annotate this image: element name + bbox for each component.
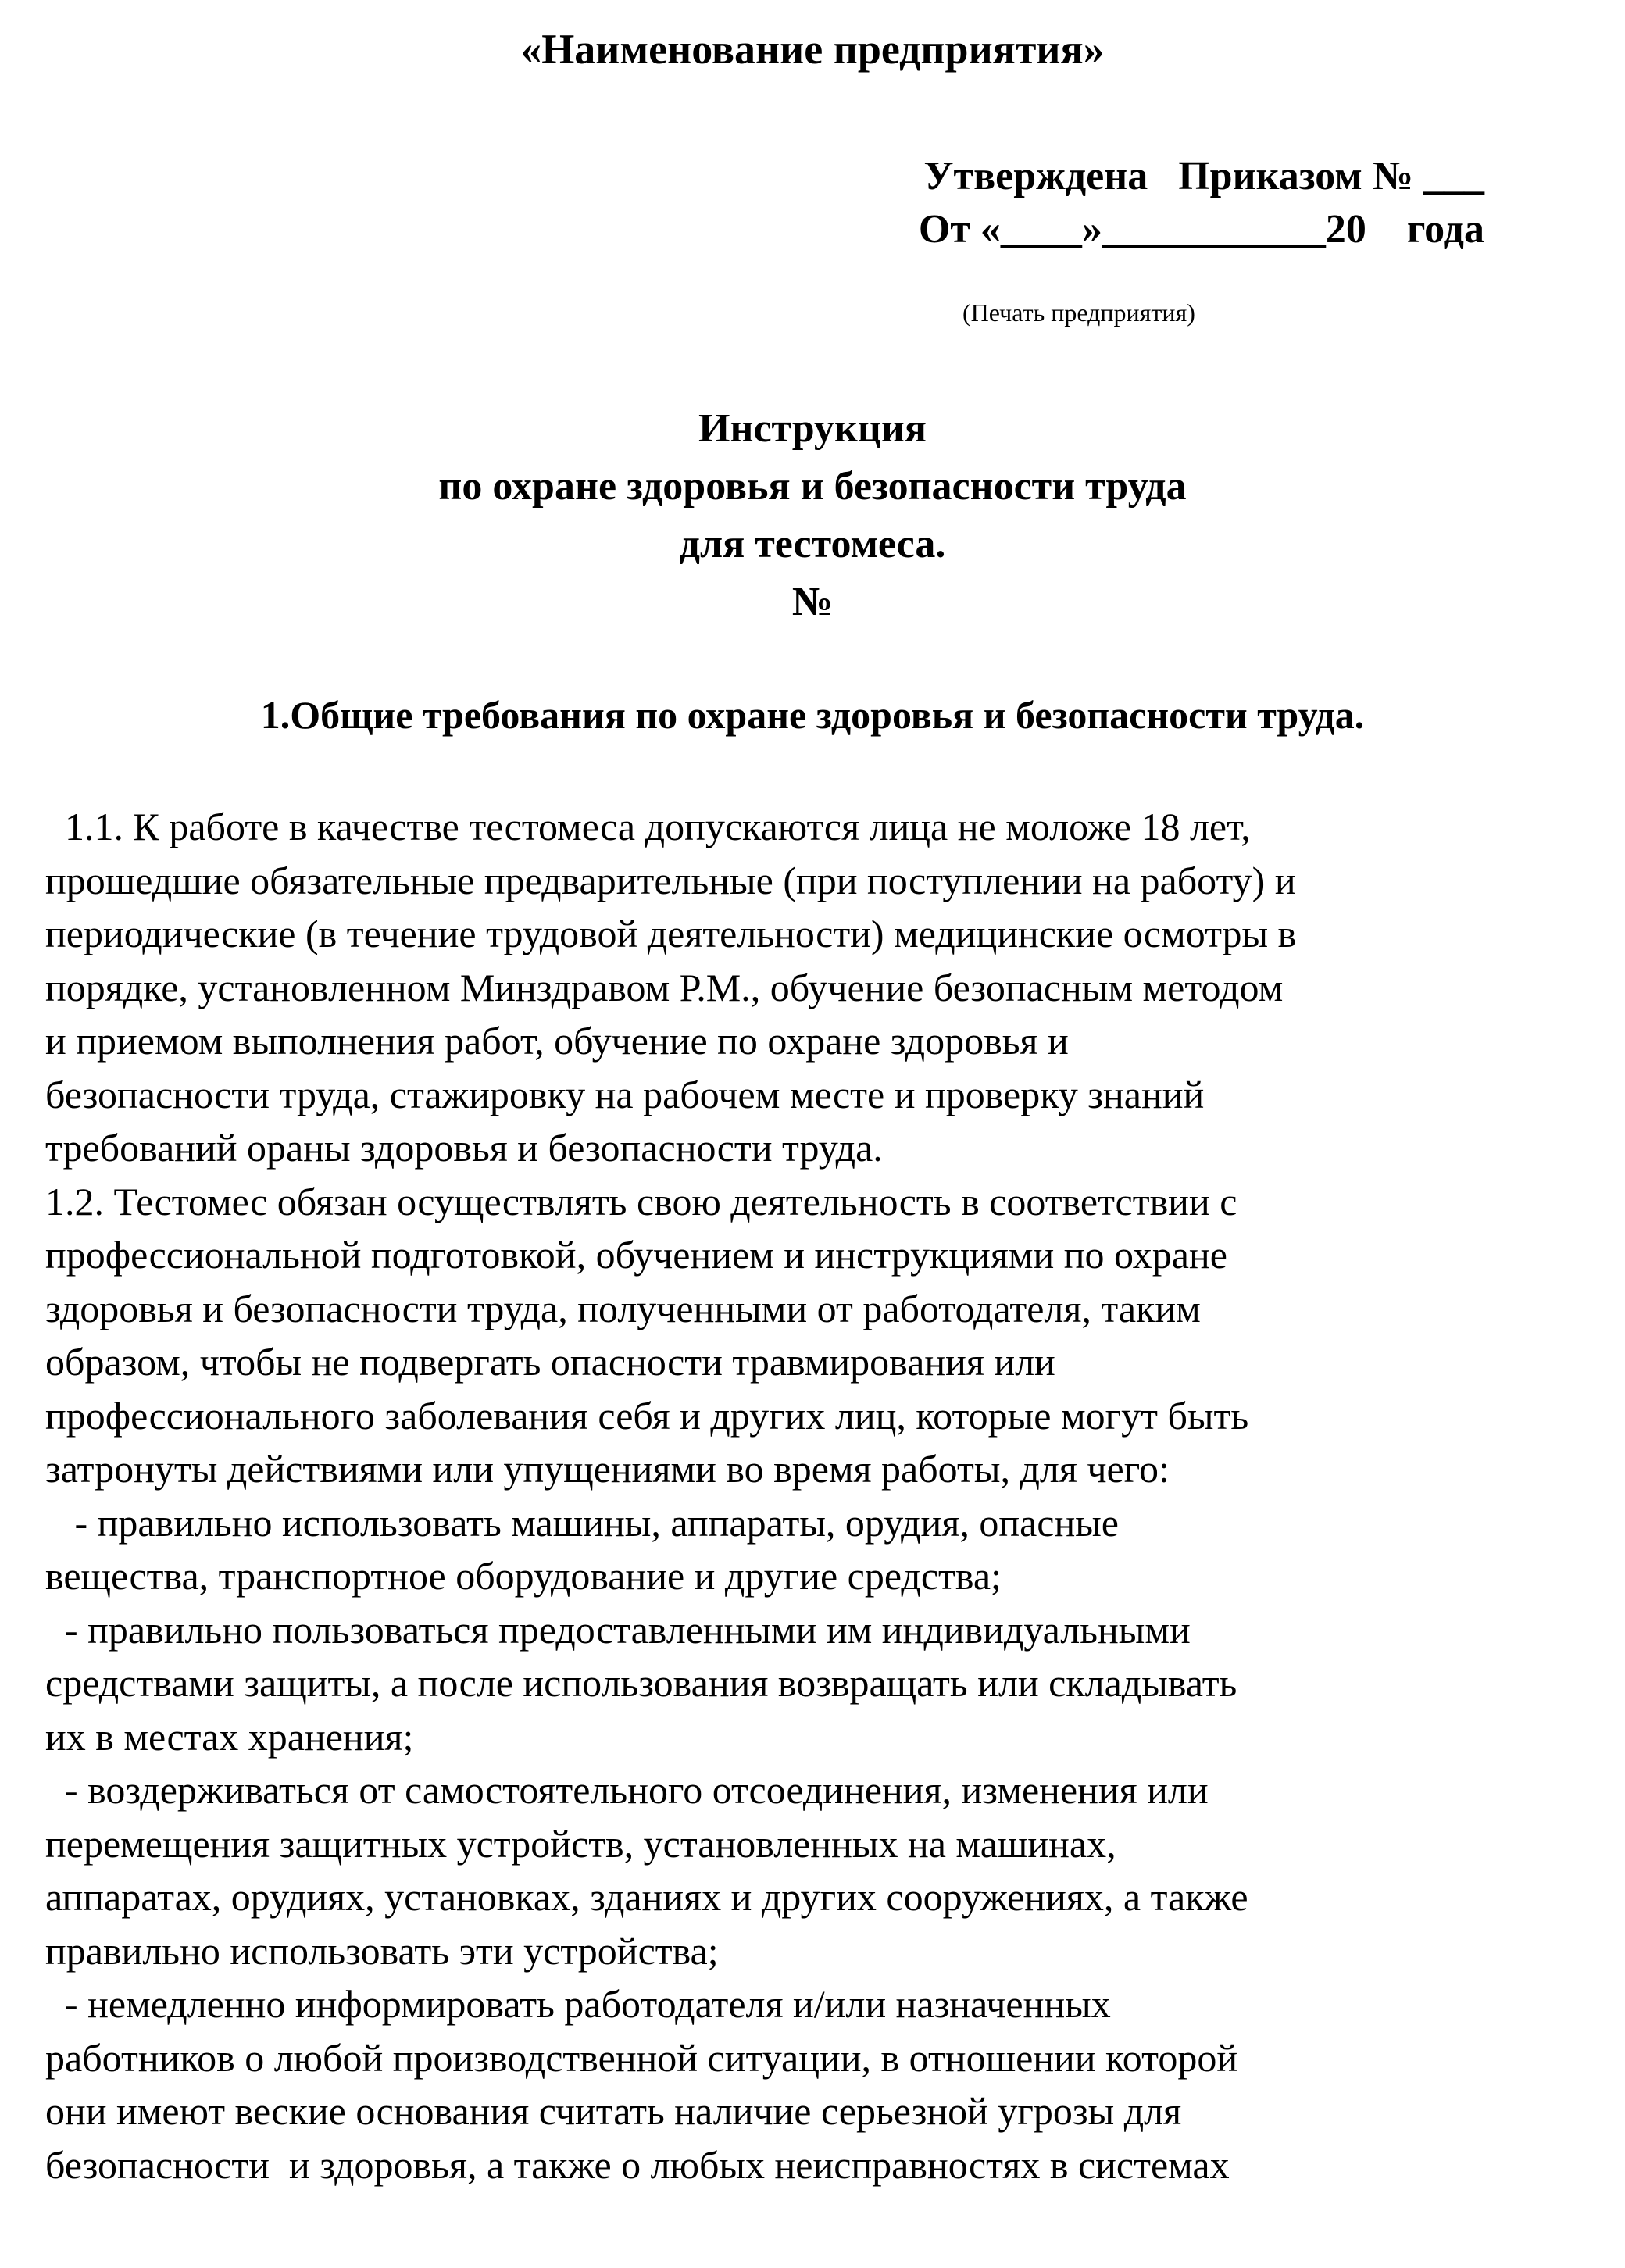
text-line: работников о любой производственной ситуации, в отношении которой xyxy=(45,2035,1238,2080)
text-line: вещества, транспортное оборудование и другие средства; xyxy=(45,1554,1002,1598)
text-line: профессионального заболевания себя и других лиц, которые могут быть xyxy=(45,1393,1249,1438)
text-line: - немедленно информировать работодателя и/или назначенных xyxy=(45,1982,1111,2026)
text-line: аппаратах, орудиях, установках, зданиях и других сооружениях, а также xyxy=(45,1875,1248,1919)
text-line: безопасности и здоровья, а также о любых неисправностях в системах xyxy=(45,2142,1230,2187)
text-line: и приемом выполнения работ, обучение по охране здоровья и xyxy=(45,1019,1069,1063)
section-heading: 1.Общие требования по охране здоровья и безопасности труда. xyxy=(260,693,1365,737)
text-line: они имеют веские основания считать наличие серьезной угрозы для xyxy=(45,2089,1182,2133)
text-line: средствами защиты, а после использования возвращать или складывать xyxy=(45,1661,1238,1705)
text-line: правильно использовать эти устройства; xyxy=(45,1928,719,1973)
text-line: 1.1. К работе в качестве тестомеса допускаются лица не моложе 18 лет, xyxy=(45,805,1251,848)
title-number: № xyxy=(791,580,834,624)
text-line: периодические (в течение трудовой деятельности) медицинские осмотры в xyxy=(45,912,1297,955)
text-line: безопасности труда, стажировку на рабочем месте и проверку знаний xyxy=(45,1072,1205,1116)
text-line: - правильно использовать машины, аппараты, орудия, опасные xyxy=(45,1500,1119,1545)
text-line: затронуты действиями или упущениями во время работы, для чего: xyxy=(45,1447,1170,1491)
seal-note: (Печать предприятия) xyxy=(962,298,1195,327)
text-line: прошедшие обязательные предварительные (при поступлении на работу) и xyxy=(45,858,1296,902)
title-line: для тестомеса. xyxy=(679,522,946,566)
section-body xyxy=(45,800,1553,2191)
text-line: их в местах хранения; xyxy=(45,1714,414,1759)
title-line: по охране здоровья и безопасности труда xyxy=(438,464,1187,509)
text-line: профессиональной подготовкой, обучением и инструкциями по охране xyxy=(45,1233,1227,1277)
text-line: требований ораны здоровья и безопасности труда. xyxy=(45,1126,883,1170)
approval-date-line: От «____»___________20 года xyxy=(918,207,1484,252)
text-line: здоровья и безопасности труда, полученными от работодателя, таким xyxy=(45,1286,1201,1330)
text-line: образом, чтобы не подвергать опасности травмирования или xyxy=(45,1340,1055,1384)
text-line: перемещения защитных устройств, установленных на машинах, xyxy=(45,1821,1116,1866)
text-line: - правильно пользоваться предоставленными им индивидуальными xyxy=(45,1607,1191,1652)
organization-name: «Наименование предприятия» xyxy=(520,26,1105,73)
text-line: порядке, установленном Минздравом Р.М., обучение безопасным методом xyxy=(45,965,1284,1009)
document-title xyxy=(0,400,1625,631)
text-line: - воздерживаться от самостоятельного отсоединения, изменения или xyxy=(45,1768,1209,1812)
approval-block xyxy=(919,150,1484,256)
approval-order-line: Утверждена Приказом № ___ xyxy=(923,154,1484,198)
title-line: Инструкция xyxy=(698,406,927,451)
text-line: 1.2. Тестомес обязан осуществлять свою деятельность в соответствии с xyxy=(45,1179,1238,1223)
